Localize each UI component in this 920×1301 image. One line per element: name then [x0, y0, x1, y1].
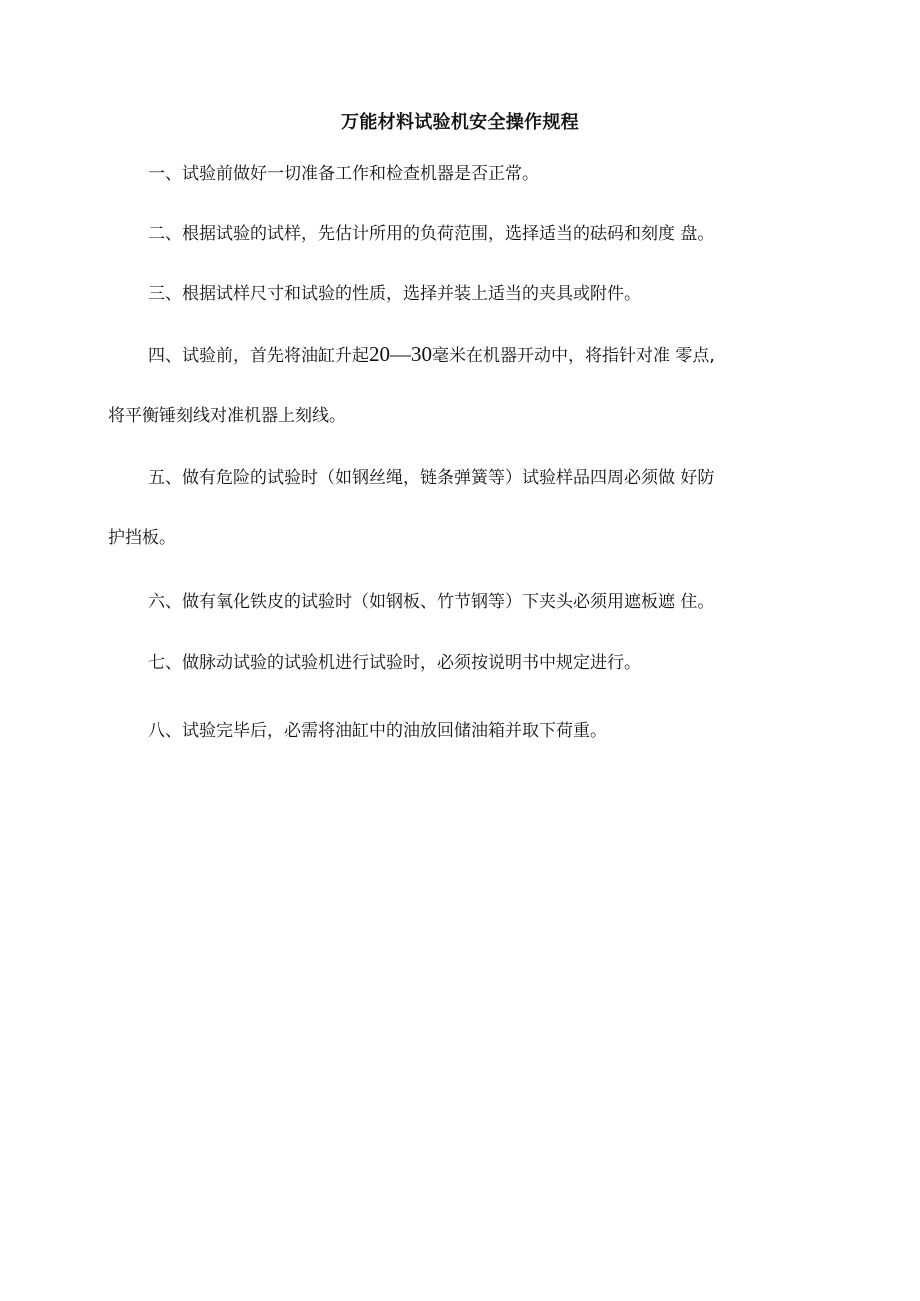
rule-item-4	[108, 341, 838, 369]
rule-item-text: 毫米在机器开动中，将指针对准 零点,	[432, 346, 715, 366]
rule-item-5-continuation: 护挡板。	[108, 528, 176, 548]
rule-item-1	[108, 161, 838, 187]
rule-item-text: 二、根据试验的试样，先估计所用的负荷范围，选择适当的砝码和刻度 盘。	[148, 224, 715, 244]
rule-item-text: 五、做有危险的试验时（如钢丝绳，链条弹簧等）试验样品四周必须做 好防	[148, 468, 715, 488]
rule-item-text: 六、做有氧化铁皮的试验时（如钢板、竹节钢等）下夹头必须用遮板遮 住。	[148, 592, 715, 612]
rule-item-4-continuation: 将平衡锤刻线对准机器上刻线。	[108, 406, 346, 426]
rule-item-6	[108, 589, 838, 615]
rule-item-8	[108, 718, 838, 744]
rule-item-text: 七、做脉动试验的试验机进行试验时，必须按说明书中规定进行。	[148, 653, 641, 673]
rule-item-7	[108, 650, 838, 676]
rule-item-text: 八、试验完毕后，必需将油缸中的油放回储油箱并取下荷重。	[148, 721, 607, 741]
rule-item-3	[108, 281, 838, 307]
rule-item-2	[108, 221, 838, 247]
rule-item-text: 三、根据试样尺寸和试验的性质，选择并装上适当的夹具或附件。	[148, 284, 641, 304]
rule-item-text: 一、试验前做好一切准备工作和检查机器是否正常。	[148, 164, 539, 184]
rule-item-text: 四、试验前，首先将油缸升起	[148, 346, 369, 366]
rule-item-number-range: 20—30	[369, 342, 432, 366]
rule-item-5	[108, 465, 838, 491]
document-title: 万能材料试验机安全操作规程	[341, 112, 579, 133]
